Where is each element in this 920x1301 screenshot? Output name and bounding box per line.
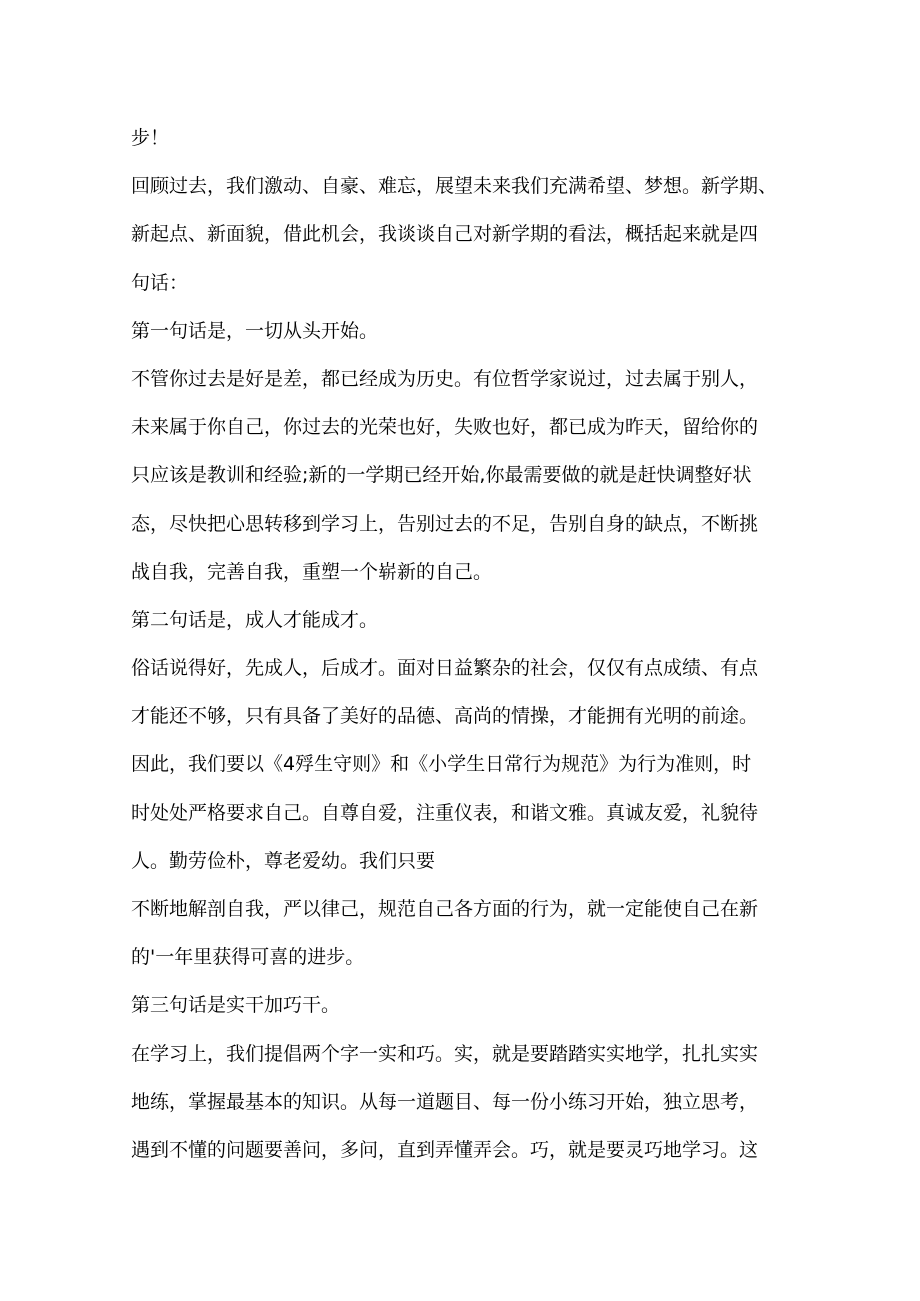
text-line: 在学习上，我们提倡两个字一实和巧。实，就是要踏踏实实地学，扎扎实实 [131, 1042, 759, 1065]
text-line: 句话： [131, 271, 189, 294]
heading-line: 第一句话是，一切从头开始。 [131, 319, 379, 342]
text-line: 人。勤劳俭朴，尊老爱幼。我们只要 [131, 849, 436, 872]
text-line: 步！ [131, 127, 170, 149]
text-line: 只应该是教训和经验;新的一学期已经开始,你最需要做的就是赶快调整好状 [131, 464, 752, 487]
text-line: 遇到不懂的问题要善问，多问，直到弄懂弄会。巧，就是要灵巧地学习。这 [131, 1138, 759, 1161]
text-line: 才能还不够，只有具备了美好的品德、高尚的情操，才能拥有光明的前途。 [131, 705, 759, 728]
text-line: 不断地解剖自我，严以律己，规范自己各方面的行为，就一定能使自己在新 [131, 898, 759, 920]
body-text [131, 114, 811, 1174]
text-line: 的'一年里获得可喜的进步。 [131, 946, 365, 969]
text-line: 战自我，完善自我，重塑一个崭新的自己。 [131, 560, 493, 583]
text-line: 俗话说得好，先成人，后成才。面对日益繁杂的社会，仅仅有点成绩、有点 [131, 657, 759, 680]
heading-line: 第二句话是，成人才能成才。 [131, 608, 379, 631]
text-line: 地练，掌握最基本的知识。从每一道题目、每一份小练习开始，独立思考， [131, 1090, 759, 1113]
text-line: 新起点、新面貌，借此机会，我谈谈自己对新学期的看法，概括起来就是四 [131, 223, 759, 246]
text-line: 时处处严格要求自己。自尊自爱，注重仪表，和谐文雅。真诚友爱，礼貌待 [131, 801, 759, 824]
text-line: 不管你过去是好是差，都已经成为历史。有位哲学家说过，过去属于别人， [131, 367, 759, 390]
heading-line: 第三句话是实干加巧干。 [131, 994, 341, 1017]
text-line: 未来属于你自己，你过去的光荣也好，失败也好，都已成为昨天，留给你的 [131, 416, 759, 439]
text-line: 因此，我们要以《4殍生守则》和《小学生日常行为规范》为行为准则，时 [131, 753, 752, 776]
text-line: 态，尽快把心思转移到学习上，告别过去的不足，告别自身的缺点，不断挑 [131, 512, 759, 535]
text-line: 回顾过去，我们激动、自豪、难忘，展望未来我们充满希望、梦想。新学期、 [131, 175, 778, 198]
